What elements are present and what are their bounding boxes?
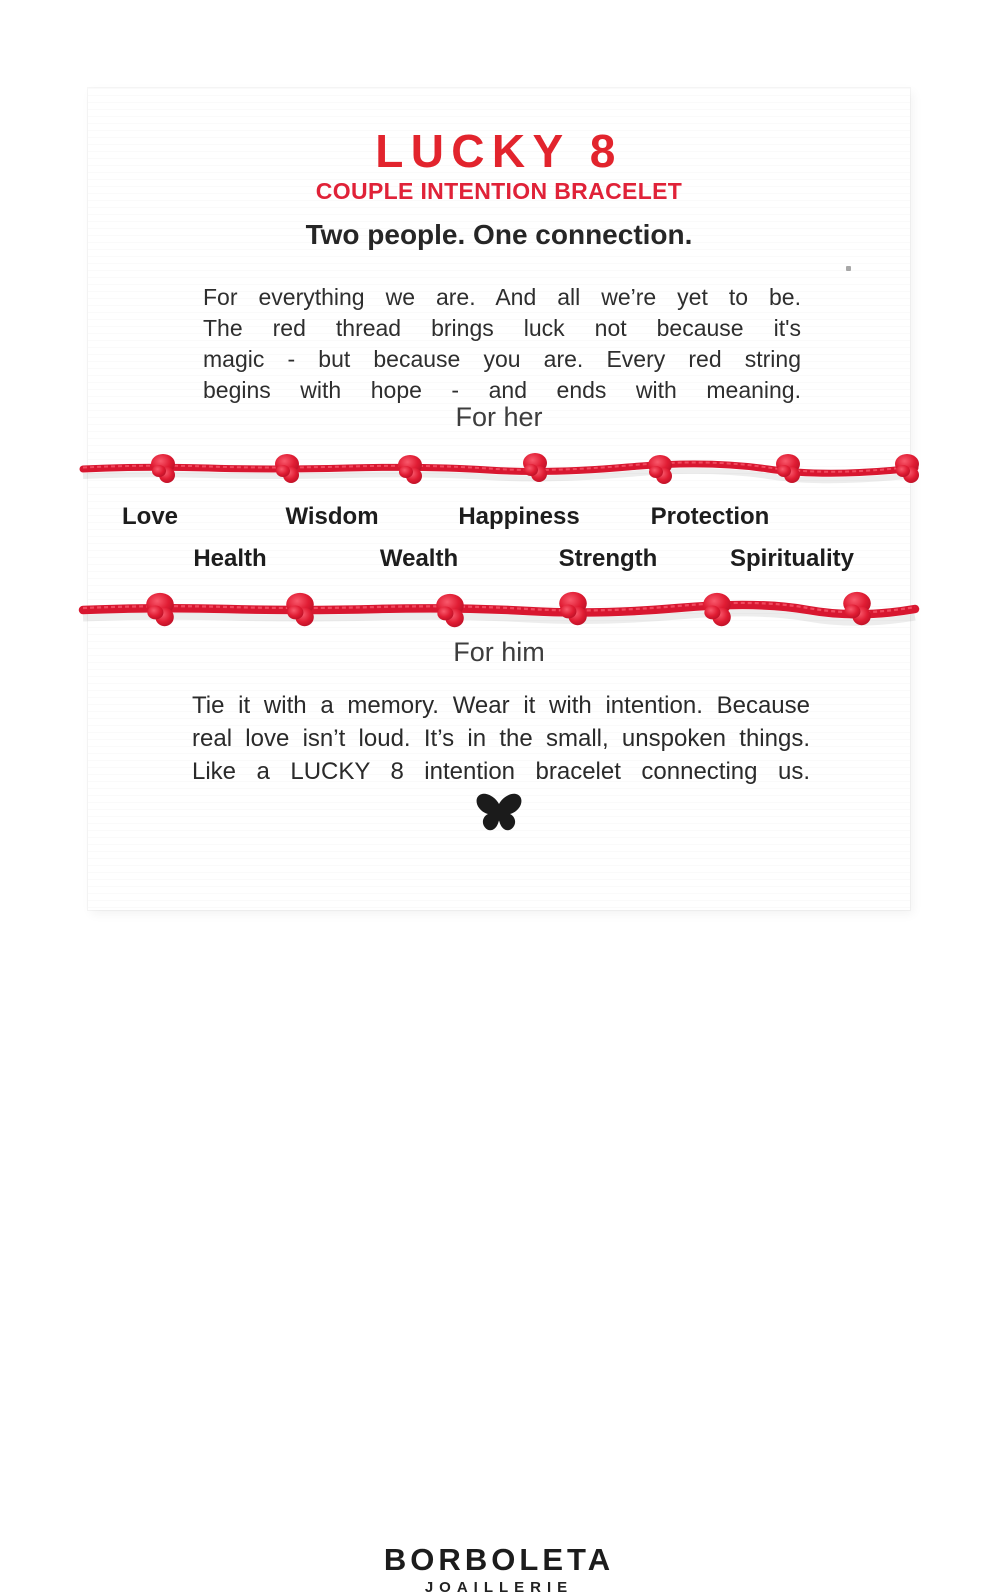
product-card bbox=[88, 88, 910, 1596]
brand-name: BORBOLETA bbox=[383, 1542, 615, 1577]
product-subtitle: COUPLE INTENTION BRACELET bbox=[315, 178, 683, 204]
intention-happiness: Happiness bbox=[458, 503, 580, 530]
intention-love: Love bbox=[121, 503, 179, 530]
for-her-label: For her bbox=[455, 402, 543, 432]
outro-line: Tie it with a memory. Wear it with intention. Because bbox=[192, 692, 810, 719]
intro-line: magic - but because you are. Every red string bbox=[203, 346, 801, 372]
brand-logo bbox=[88, 791, 910, 1596]
butterfly-icon bbox=[472, 791, 526, 837]
headline: Two people. One connection. bbox=[305, 219, 693, 250]
intro-line: For everything we are. And all we’re yet to be. bbox=[203, 284, 801, 310]
brand-tagline: JOAILLERIE bbox=[424, 1579, 574, 1596]
intention-wealth: Wealth bbox=[379, 545, 459, 572]
intention-strength: Strength bbox=[558, 545, 658, 572]
intro-paragraph bbox=[203, 282, 801, 406]
intro-line: The red thread brings luck not because it's bbox=[203, 315, 801, 341]
intention-wisdom: Wisdom bbox=[285, 503, 379, 530]
outro-paragraph bbox=[192, 689, 810, 788]
for-him-label: For him bbox=[453, 637, 545, 667]
dust-speck bbox=[846, 266, 851, 271]
intention-spirituality: Spirituality bbox=[729, 545, 855, 572]
her-red-string-bracelet bbox=[88, 446, 910, 492]
intention-health: Health bbox=[193, 545, 267, 572]
intention-protection: Protection bbox=[650, 503, 770, 530]
outro-line: Like a LUCKY 8 intention bracelet connecting us. bbox=[192, 758, 810, 785]
intro-line: begins with hope - and ends with meaning. bbox=[203, 377, 801, 403]
page-title: LUCKY 8 bbox=[375, 125, 623, 177]
outro-line: real love isn’t loud. It’s in the small, unspoken things. bbox=[192, 725, 810, 752]
him-red-string-bracelet bbox=[88, 586, 910, 636]
